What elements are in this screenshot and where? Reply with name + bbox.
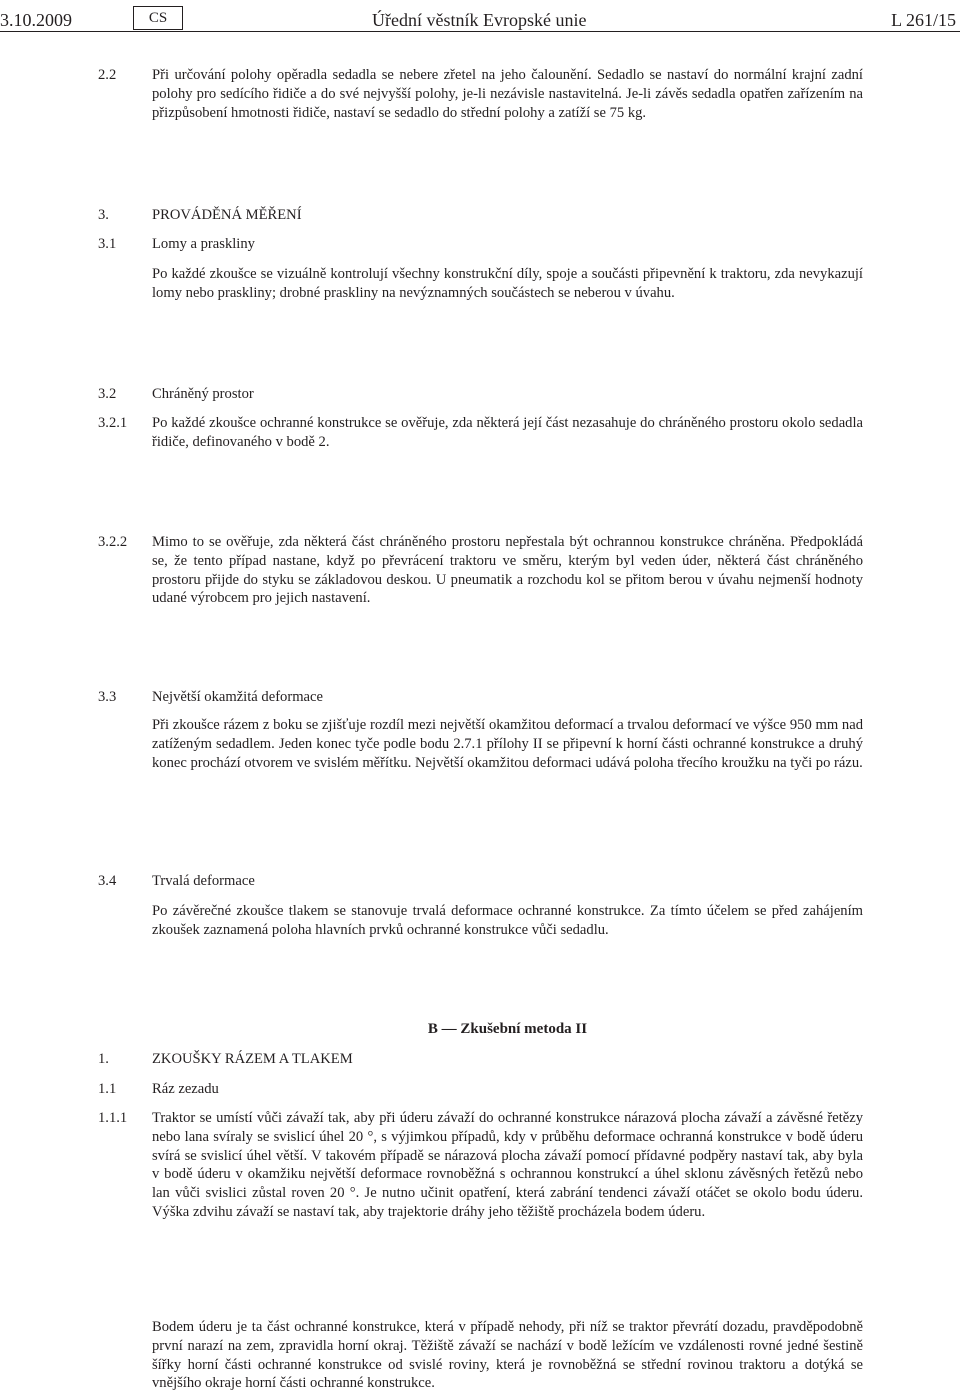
section-number: 1.1 [98, 1081, 117, 1097]
section-text: Po každé zkoušce ochranné konstrukce se ověřuje, zda některá její část nezasahuje do chráněného prostoru okolo sedadla řidiče, definovaného v bodě 2. [152, 415, 863, 450]
section-text: Mimo to se ověřuje, zda některá část chráněného prostoru nepřestala být ochrannou konstrukce chráněna. Předpokládá se, že tento případ nastane, když po převrácení traktoru ve směru, kterým byl veden úder, některá část chráněného prostoru přijde do styku se základovou deskou. U pneumatik a rozchodu kol se přitom berou v úvahu nejmenší hodnoty udané výrobcem pro jejich nastavení. [152, 534, 863, 607]
section-3-3-text: Při zkoušce rázem z boku se zjišťuje rozdíl mezi největší okamžitou deformací a trvalou deformací ve výšce 950 mm nad zatíženým sedadlem. Jeden konec tyče podle bodu 2.7.1 přílohy II se připevní k horní části ochranné konstrukce a druhý konec prochází otvorem ve svislém měřítku. Největší okamžitou deformaci udává poloha třecího kroužku na tyči po rázu. [152, 717, 863, 771]
section-text: Traktor se umístí vůči závaží tak, aby při úderu závaží do ochranné konstrukce nárazová plocha závaží a závěsné řetězy nebo lana svíraly se svislicí úhel 20 °, s výjimkou případů, kdy v průběhu deformace ochranná konstrukce v bodě úderu svírá se svislicí úhel větší. V takovém případě se nárazová plocha závaží pomocí přídavné podpěry nastaví tak, aby byla v bodě úderu v okamžiku největší deformace rovnoběžná s ochrannou konstrukcí a úhel sklonu závěsných řetězů nebo lan vůči svislici zůstal roven 20 °. Je nutno učinit opatření, která zabrání tendenci závaží otáčet se okolo bodu úderu. Výška zdvihu závaží se nastaví tak, aby trajektorie dráhy jeho těžiště procházela bodem úderu. [152, 1110, 863, 1220]
section-number: 3.4 [98, 873, 117, 889]
section-3-4 [98, 872, 863, 891]
section-3 [98, 206, 863, 225]
section-3-4-text: Po závěrečné zkoušce tlakem se stanovuje trvalá deformace ochranné konstrukce. Za tímto účelem se před zahájením zkoušek zaznamená poloha hlavních prvků ochranné konstrukce vůči sedadlu. [152, 903, 863, 938]
section-number: 3.2.2 [98, 534, 128, 550]
section-text: Při určování polohy opěradla sedadla se nebere zřetel na jeho čalounění. Sedadlo se nastaví do normální krajní zadní polohy pro sedícího řidiče a do své nejvyšší polohy, je-li nezávisle nastavitelná. Je-li závěs sedadla opatřen zařízením na přizpůsobení hmotnosti řidiče, nastaví se sedadlo do střední polohy a zatíží se 75 kg. [152, 67, 863, 121]
section-title: Lomy a praskliny [152, 236, 255, 252]
publication-date: 3.10.2009 [0, 10, 72, 30]
part-b-title: B — Zkušební metoda II [427, 1021, 588, 1037]
section-3-2-2 [98, 533, 863, 608]
section-title: PROVÁDĚNÁ MĚŘENÍ [152, 207, 302, 223]
section-number: 3.2.1 [98, 415, 128, 431]
section-number: 3. [98, 207, 109, 223]
header-rule [0, 31, 960, 32]
section-3-2 [98, 385, 863, 404]
section-title: Největší okamžitá deformace [152, 689, 323, 705]
section-title: Chráněný prostor [152, 386, 254, 402]
section-number: 2.2 [98, 67, 117, 83]
section-title: Ráz zezadu [152, 1081, 219, 1097]
section-3-3 [98, 688, 863, 707]
journal-title: Úřední věstník Evropské unie [372, 10, 587, 30]
language-badge: CS [133, 6, 183, 30]
section-b-1-1-1 [98, 1109, 863, 1222]
section-2-2 [98, 66, 863, 122]
section-number: 3.2 [98, 386, 117, 402]
section-b-1-1 [98, 1080, 863, 1099]
section-b-1-1-1-text2: Bodem úderu je ta část ochranné konstrukce, která v případě nehody, při níž se traktor převrátí dozadu, pravděpodobně první narazí na zem, zpravidla horní okraj. Těžiště závaží se nachází v bodě ležícím ve vzdálenosti rovné jedné šestině šířky horní části ochranné konstrukce od svislé roviny, která je rovnoběžná se střední rovinou traktoru a dotýká se vnějšího okraje horní části ochranné konstrukce. [152, 1319, 863, 1392]
section-title: ZKOUŠKY RÁZEM A TLAKEM [152, 1051, 353, 1067]
section-number: 1.1.1 [98, 1110, 128, 1126]
section-number: 1. [98, 1051, 109, 1067]
section-3-1 [98, 235, 863, 254]
section-b-1 [98, 1050, 863, 1069]
section-3-2-1 [98, 414, 863, 452]
section-3-1-text: Po každé zkoušce se vizuálně kontrolují všechny konstrukční díly, spoje a součásti připevnění k traktoru, zda nevykazují lomy nebo praskliny; drobné praskliny na nevýznamných součástech se neberou v úvahu. [152, 266, 863, 301]
page-reference: L 261/15 [891, 10, 956, 30]
section-title: Trvalá deformace [152, 873, 255, 889]
section-number: 3.1 [98, 236, 117, 252]
section-number: 3.3 [98, 689, 117, 705]
